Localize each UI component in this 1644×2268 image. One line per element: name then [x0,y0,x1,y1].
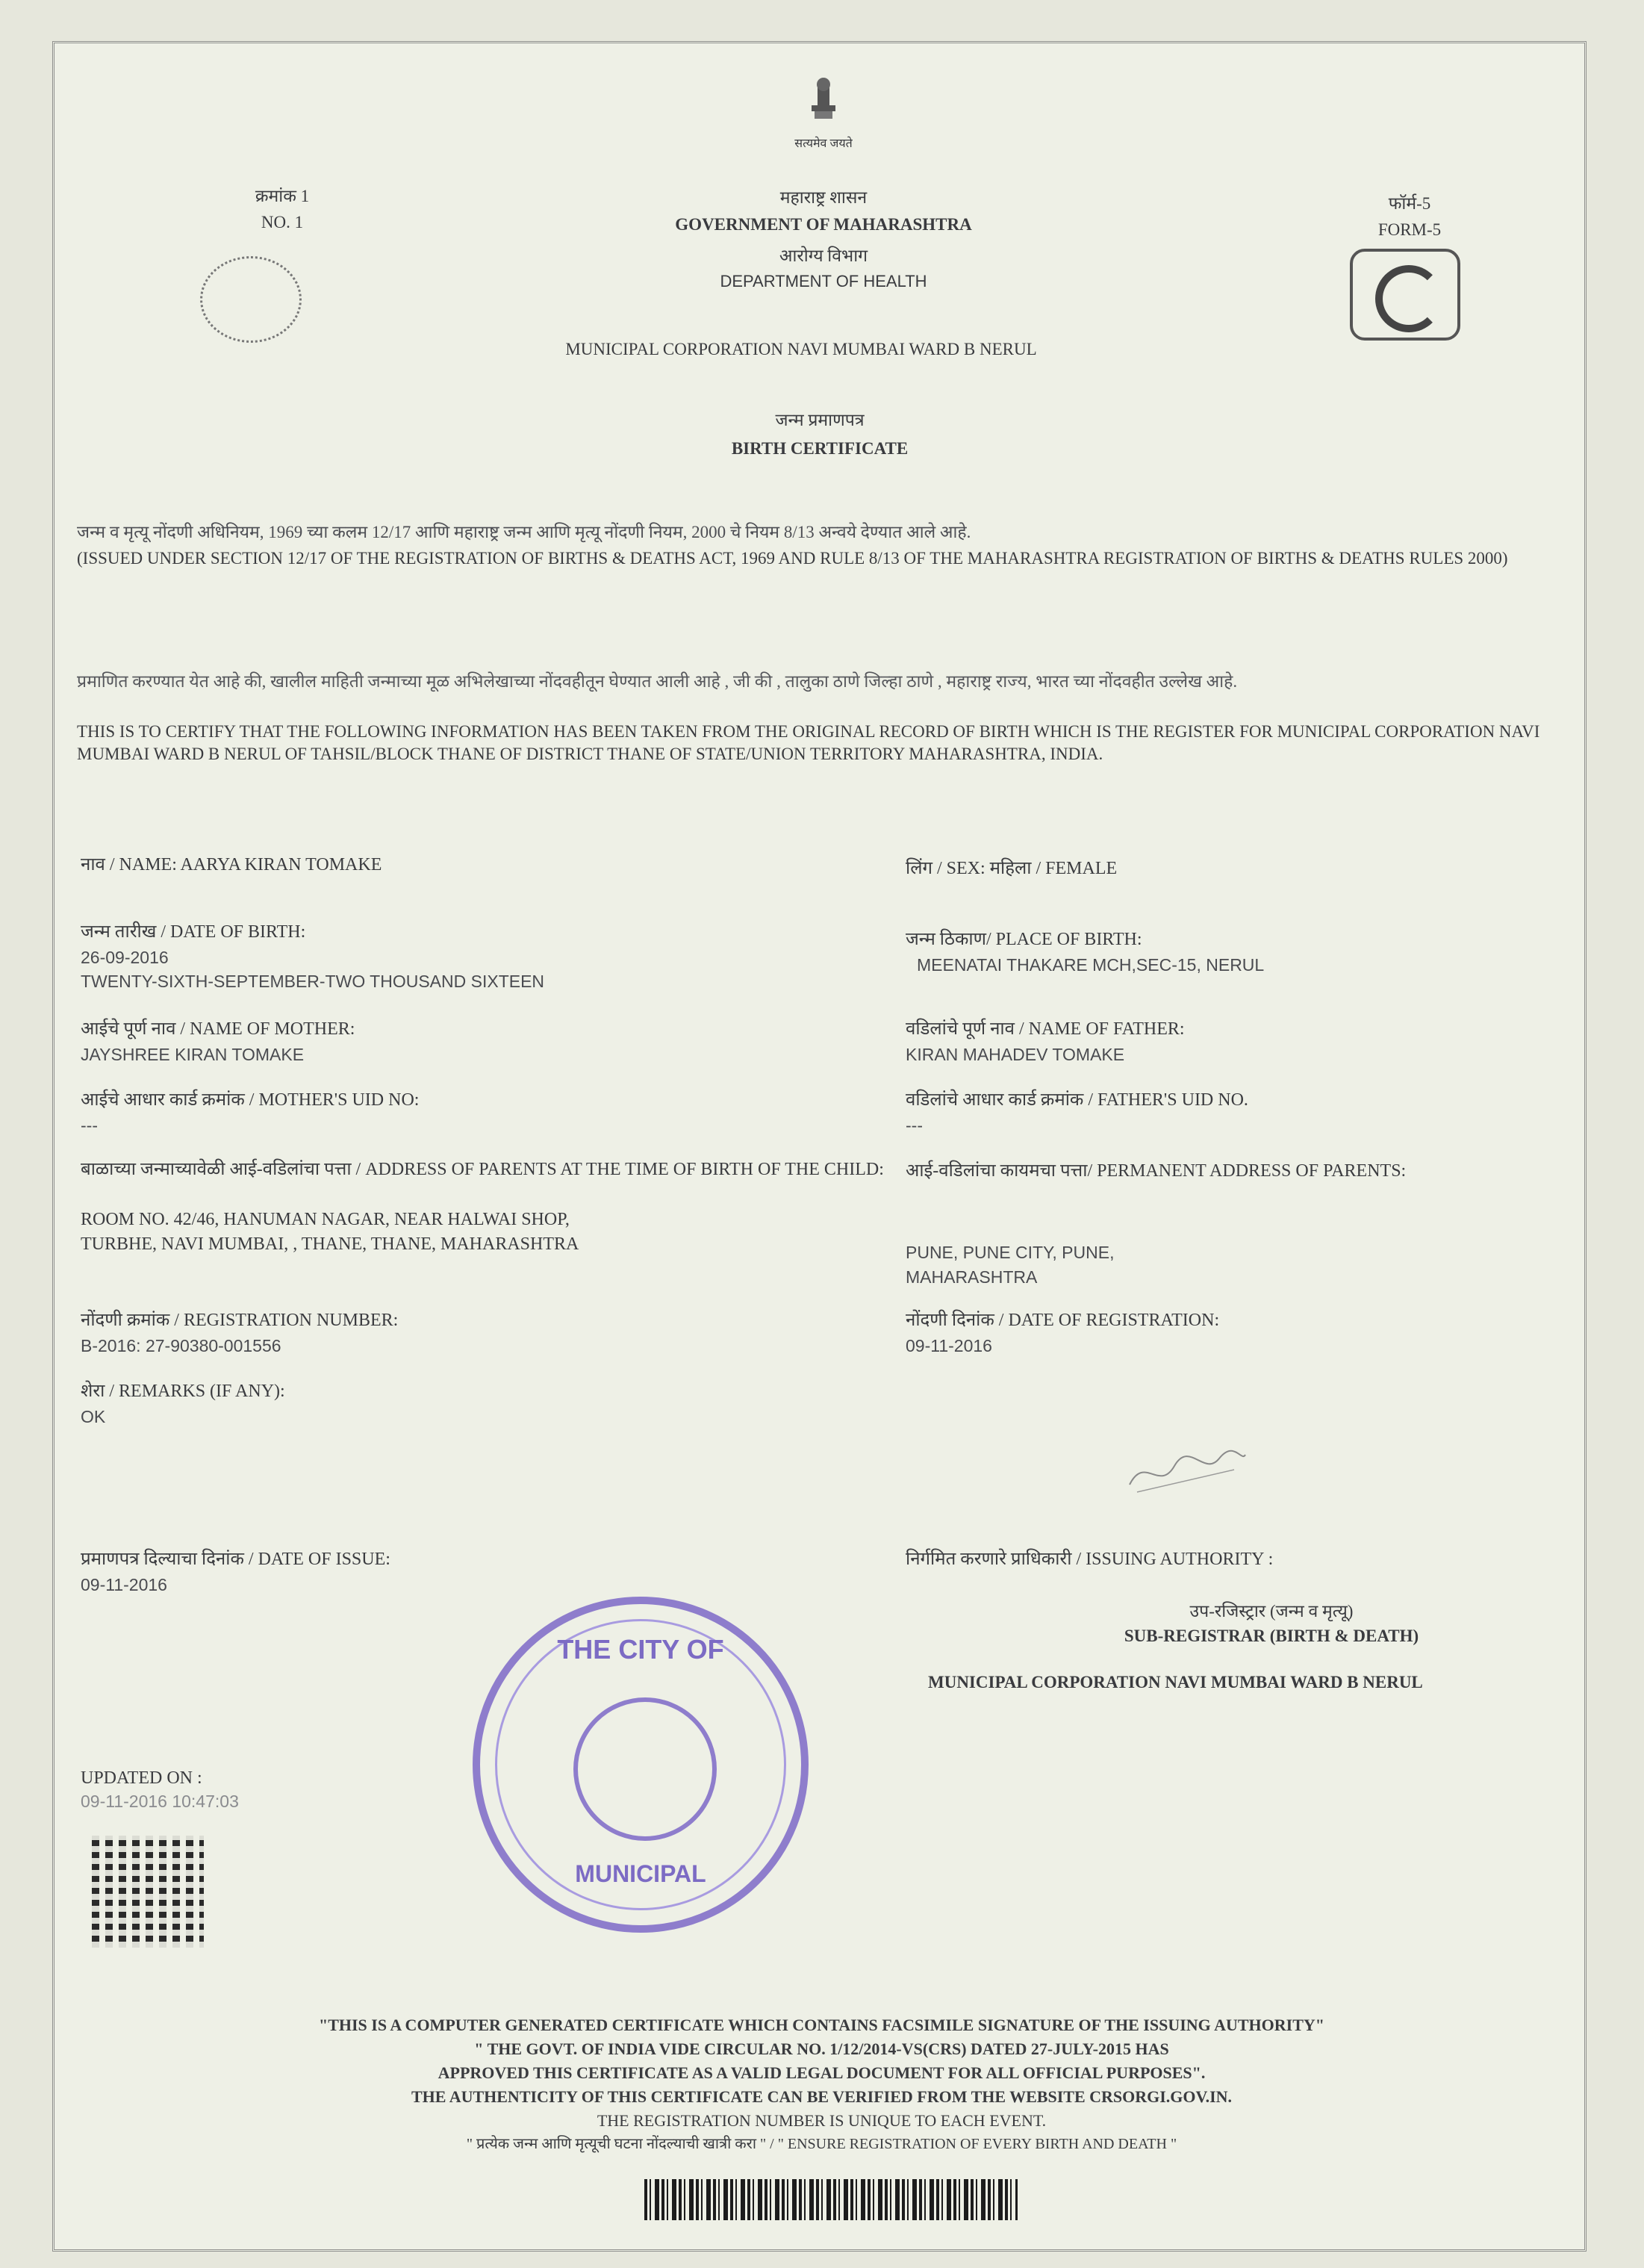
footer-line1: "THIS IS A COMPUTER GENERATED CERTIFICATE WHICH CONTAINS FACSIMILE SIGNATURE OF THE ISSUING AUTHORITY" [319,2016,1324,2034]
updated-on-label: UPDATED ON : [81,1768,202,1788]
form-marathi: फॉर्म-5 [1388,194,1431,213]
father-uid-value: --- [906,1116,923,1135]
qr-code-icon [92,1836,204,1948]
updated-on-value: 09-11-2016 10:47:03 [81,1792,239,1811]
authority-marathi: उप-रजिस्ट्रार (जन्म व मृत्यू) [1189,1602,1354,1621]
place-of-birth-label: जन्म ठिकाण/ PLACE OF BIRTH: [906,930,1142,949]
corporation-name: MUNICIPAL CORPORATION NAVI MUMBAI WARD B NERUL [565,340,1037,358]
permanent-address-line2: MAHARASHTRA [906,1267,1038,1287]
registration-number-value: B-2016: 27-90380-001556 [81,1336,281,1355]
authority-english: SUB-REGISTRAR (BIRTH & DEATH) [1124,1627,1419,1645]
no-english: NO. 1 [261,213,304,232]
father-name-value: KIRAN MAHADEV TOMAKE [906,1045,1125,1064]
stamp-top-text: THE CITY OF [557,1634,724,1665]
issue-date-label: प्रमाणपत्र दिल्याचा दिनांक / DATE OF ISSUE: [81,1550,390,1569]
dob-label: जन्म तारीख / DATE OF BIRTH: [81,922,306,942]
title-english: BIRTH CERTIFICATE [731,439,909,458]
footer-line2: " THE GOVT. OF INDIA VIDE CIRCULAR NO. 1/12/2014-VS(CRS) DATED 27-JULY-2015 HAS [474,2039,1169,2058]
registration-date-value: 09-11-2016 [906,1336,992,1355]
issue-date-value: 09-11-2016 [81,1575,167,1594]
issued-under-english: (ISSUED UNDER SECTION 12/17 OF THE REGISTRATION OF BIRTHS & DEATHS ACT, 1969 AND RULE 8/13 OF THE MAHARASHTRA REGISTRATION OF BIRTHS & DEATHS RULES 2000) [77,549,1508,568]
issued-under-marathi: जन्म व मृत्यू नोंदणी अधिनियम, 1969 च्या कलम 12/17 आणि महाराष्ट्र जन्म आणि मृत्यू नोंदणी नियम, 2000 चे नियम 8/13 अन्वये देण्यात आले आहे. [77,523,971,541]
remarks-label: शेरा / REMARKS (IF ANY): [81,1382,285,1401]
address-at-birth-label: बाळाच्या जन्माच्यावेळी आई-वडिलांचा पत्ता / ADDRESS OF PARENTS AT THE TIME OF BIRTH OF THE CHILD: [81,1160,884,1179]
government-seal-icon [200,256,302,343]
mother-name-label: आईचे पूर्ण नाव / NAME OF MOTHER: [81,1019,355,1039]
remarks-value: OK [81,1407,106,1426]
department-english: DEPARTMENT OF HEALTH [720,272,927,291]
footer-line6: " प्रत्येक जन्म आणि मृत्यूची घटना नोंदल्याची खात्री करा " / " ENSURE REGISTRATION OF EVERY BIRTH AND DEATH " [466,2136,1177,2152]
address-at-birth-line1: ROOM NO. 42/46, HANUMAN NAGAR, NEAR HALWAI SHOP, [81,1210,570,1229]
mother-name-value: JAYSHREE KIRAN TOMAKE [81,1045,305,1064]
national-emblem-icon [801,77,846,129]
government-marathi: महाराष्ट्र शासन [779,188,868,207]
footer-line5: THE REGISTRATION NUMBER IS UNIQUE TO EACH EVENT. [597,2111,1047,2130]
signature-icon [1122,1440,1249,1500]
permanent-address-line1: PUNE, PUNE CITY, PUNE, [906,1243,1115,1262]
registration-date-label: नोंदणी दिनांक / DATE OF REGISTRATION: [906,1311,1220,1330]
place-of-birth-value: MEENATAI THAKARE MCH,SEC-15, NERUL [917,955,1265,975]
father-uid-label: वडिलांचे आधार कार्ड क्रमांक / FATHER'S UID NO. [906,1090,1248,1110]
title-marathi: जन्म प्रमाणपत्र [775,411,865,429]
mother-uid-label: आईचे आधार कार्ड क्रमांक / MOTHER'S UID NO: [81,1090,420,1110]
stamp-bottom-text: MUNICIPAL [575,1860,706,1887]
authority-organization: MUNICIPAL CORPORATION NAVI MUMBAI WARD B NERUL [928,1673,1423,1691]
sex-field: लिंग / SEX: महिला / FEMALE [906,859,1118,878]
emblem-motto: सत्यमेव जयते [794,137,853,150]
registration-number-label: नोंदणी क्रमांक / REGISTRATION NUMBER: [81,1311,399,1330]
issuing-authority-label: निर्गमित करणारे प्राधिकारी / ISSUING AUTHORITY : [906,1550,1274,1569]
mother-uid-value: --- [81,1116,98,1135]
no-marathi: क्रमांक 1 [255,187,310,205]
certificate-page [52,41,1587,2252]
department-marathi: आरोग्य विभाग [779,246,868,265]
permanent-address-label: आई-वडिलांचा कायमचा पत्ता/ PERMANENT ADDRESS OF PARENTS: [906,1161,1407,1181]
father-name-label: वडिलांचे पूर्ण नाव / NAME OF FATHER: [906,1019,1185,1039]
barcode-icon [644,2179,1018,2220]
certify-english: THIS IS TO CERTIFY THAT THE FOLLOWING INFORMATION HAS BEEN TAKEN FROM THE ORIGINAL RECORD OF BIRTH WHICH IS THE REGISTER FOR MUNICIPAL CORPORATION NAVI MUMBAI WARD B NERUL OF TAHSIL/BLOCK THANE OF DISTRICT THANE OF STATE/UNION TERRITORY MAHARASHTRA, INDIA. [77,722,1540,763]
address-at-birth-line2: TURBHE, NAVI MUMBAI, , THANE, THANE, MAHARASHTRA [81,1234,579,1254]
footer-line4: THE AUTHENTICITY OF THIS CERTIFICATE CAN BE VERIFIED FROM THE WEBSITE CRSORGI.GOV.IN. [411,2087,1233,2106]
form-english: FORM-5 [1377,220,1442,239]
stamp-center [573,1697,717,1841]
government-english: GOVERNMENT OF MAHARASHTRA [675,215,972,234]
corporation-stamp [473,1597,809,1933]
footer-line3: APPROVED THIS CERTIFICATE AS A VALID LEGAL DOCUMENT FOR ALL OFFICIAL PURPOSES". [438,2063,1206,2082]
dob-words: TWENTY-SIXTH-SEPTEMBER-TWO THOUSAND SIXTEEN [81,972,545,991]
name-field: नाव / NAME: AARYA KIRAN TOMAKE [81,855,382,874]
birth-registration-logo-icon [1350,249,1460,341]
dob-value: 26-09-2016 [81,948,169,967]
certify-marathi: प्रमाणित करण्यात येत आहे की, खालील माहिती जन्माच्या मूळ अभिलेखाच्या नोंदवहीतून घेण्यात आली आहे , जी की , तालुका ठाणे जिल्हा ठाणे , महाराष्ट्र राज्य, भारत च्या नोंदवहीत उल्लेख आहे. [77,672,1238,691]
